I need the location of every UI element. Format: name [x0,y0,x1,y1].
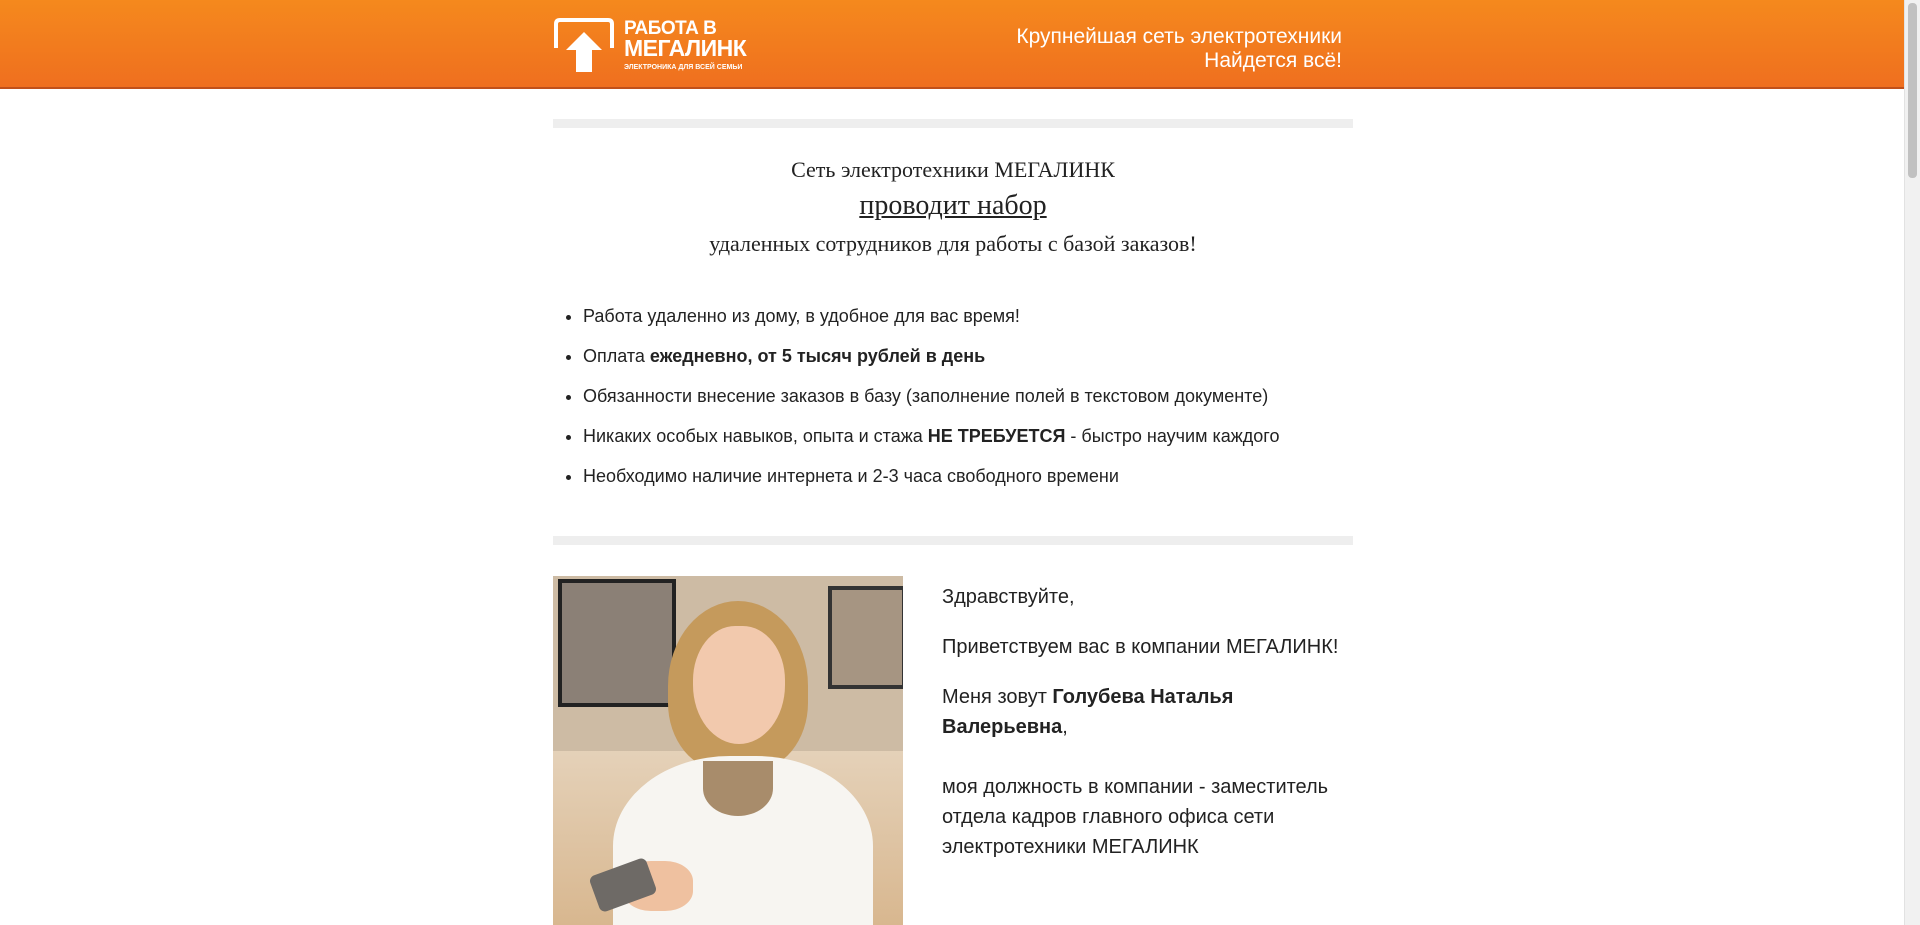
hr-manager-photo [553,576,903,925]
list-item [583,336,1383,376]
header-tagline [1016,25,1342,73]
benefit-text: Необходимо наличие интернета и 2-3 часа свободного времени [583,466,1119,486]
benefit-text: Работа удаленно из дому, в удобное для вас время! [583,306,1020,326]
benefit-tail: - быстро научим каждого [1065,426,1280,446]
benefit-text: Обязанности внесение заказов в базу (заполнение полей в текстовом документе) [583,386,1269,406]
logo-line-2: МЕГАЛИНК [624,35,747,61]
manager-name: Голубева Наталья Валерьевна [942,686,1234,738]
logo-slogan: ЭЛЕКТРОНИКА ДЛЯ ВСЕЙ СЕМЬИ [624,64,743,71]
tagline-line-2: Найдется всё! [1204,49,1342,72]
greeting-welcome: Приветствуем вас в компании МЕГАЛИНК! [942,636,1339,658]
list-item [583,456,1383,496]
tagline-line-1: Крупнейшая сеть электротехники [1016,25,1342,48]
intro-line-1: Сеть электротехники МЕГАЛИНК [791,157,1115,182]
logo-line-1: РАБОТА В [624,18,717,39]
list-item [583,296,1383,336]
list-item [583,376,1383,416]
greeting-name [942,682,1342,742]
photo-necklace [703,761,773,816]
benefit-text: Оплата [583,346,650,366]
middle-divider [553,536,1353,545]
megalink-logo[interactable] [552,18,752,76]
benefit-bold: ежедневно, от 5 тысяч рублей в день [649,346,986,366]
intro-line-2: проводит набор [859,190,1047,221]
photo-face [693,626,785,744]
benefit-text: Никаких особых навыков, опыта и стажа [583,426,928,446]
upload-arrow-icon [552,18,616,74]
photo-frame-left [558,579,676,707]
site-header [0,0,1905,89]
name-suffix: , [1062,716,1068,738]
photo-frame-right [828,586,903,689]
vertical-scrollbar[interactable] [1904,0,1920,925]
intro-block [553,150,1353,264]
name-prefix: Меня зовут [942,686,1053,708]
greeting-position: моя должность в компании - заместитель отдела кадров главного офиса сети электротехники МЕГАЛИНК [942,776,1329,858]
top-divider [553,119,1353,128]
list-item [583,416,1383,456]
benefits-list [553,296,1383,496]
benefit-bold: НЕ ТРЕБУЕТСЯ [927,426,1066,446]
greeting-hello: Здравствуйте, [942,586,1075,608]
intro-line-3: удаленных сотрудников для работы с базой заказов! [709,231,1197,256]
greeting-block [942,582,1342,882]
scrollbar-thumb[interactable] [1908,3,1917,178]
